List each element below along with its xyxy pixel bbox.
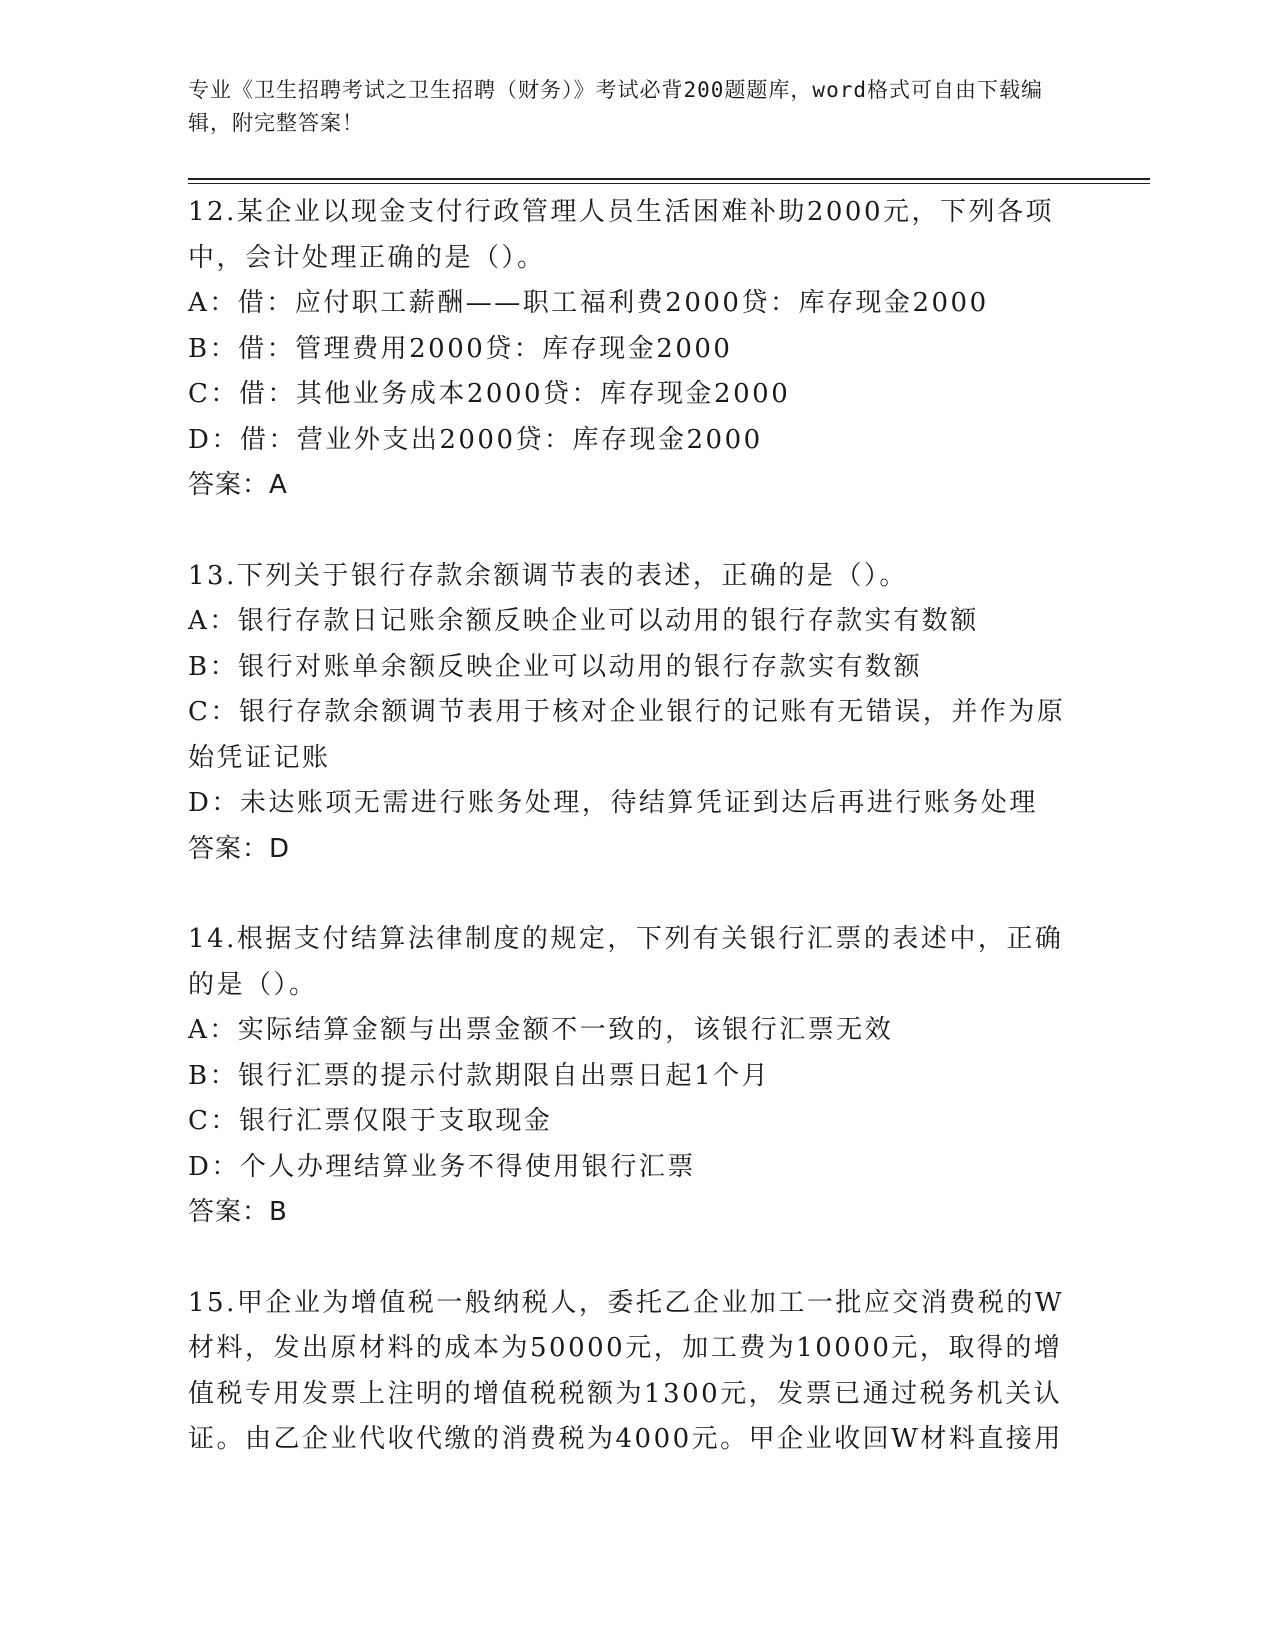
question-text: 13.下列关于银行存款余额调节表的表述，正确的是（）。	[188, 560, 908, 591]
option-a: A：银行存款日记账余额反映企业可以动用的银行存款实有数额	[188, 606, 979, 636]
answer: 答案：A	[188, 470, 288, 500]
option-b: B：银行对账单余额反映企业可以动用的银行存款实有数额	[188, 651, 923, 682]
answer: 答案：B	[188, 1197, 288, 1227]
option-a: A：借：应付职工薪酬——职工福利费2000贷：库存现金2000	[188, 288, 989, 318]
question-12	[188, 190, 1078, 509]
question-text: 14.根据支付结算法律制度的规定，下列有关银行汇票的表述中，正确的是（）。	[188, 924, 1064, 1000]
question-15	[188, 1281, 1078, 1463]
question-list	[188, 190, 1078, 1508]
header-title: 专业《卫生招聘考试之卫生招聘（财务）》考试必背200题题库，word格式可自由下载编辑，附完整答案！	[188, 78, 1043, 135]
option-c: C：银行汇票仅限于支取现金	[188, 1106, 553, 1136]
option-a: A：实际结算金额与出票金额不一致的，该银行汇票无效	[188, 1015, 894, 1045]
document-header	[188, 74, 1068, 140]
option-b: B：银行汇票的提示付款期限自出票日起1个月	[188, 1060, 771, 1091]
option-c: C：借：其他业务成本2000贷：库存现金2000	[188, 379, 791, 409]
option-d: D：借：营业外支出2000贷：库存现金2000	[188, 424, 763, 455]
option-b: B：借：管理费用2000贷：库存现金2000	[188, 333, 733, 364]
option-d: D：未达账项无需进行账务处理，待结算凭证到达后再进行账务处理	[188, 788, 1038, 818]
answer: 答案：D	[188, 833, 291, 864]
question-text: 12.某企业以现金支付行政管理人员生活困难补助2000元，下列各项中，会计处理正确的是（）。	[188, 197, 1055, 273]
option-d: D：个人办理结算业务不得使用银行汇票	[188, 1151, 696, 1182]
question-13	[188, 554, 1078, 873]
option-c: C：银行存款余额调节表用于核对企业银行的记账有无错误，并作为原始凭证记账	[188, 697, 1066, 773]
question-14	[188, 917, 1078, 1236]
header-divider	[188, 178, 1150, 184]
question-text: 15.甲企业为增值税一般纳税人，委托乙企业加工一批应交消费税的W材料，发出原材料的成本为50000元，加工费为10000元，取得的增值税专用发票上注明的增值税税额为1300元，发票已通过税务机关认证。由乙企业代收代缴的消费税为4000元。甲企业收回W材料直接用	[188, 1287, 1065, 1454]
